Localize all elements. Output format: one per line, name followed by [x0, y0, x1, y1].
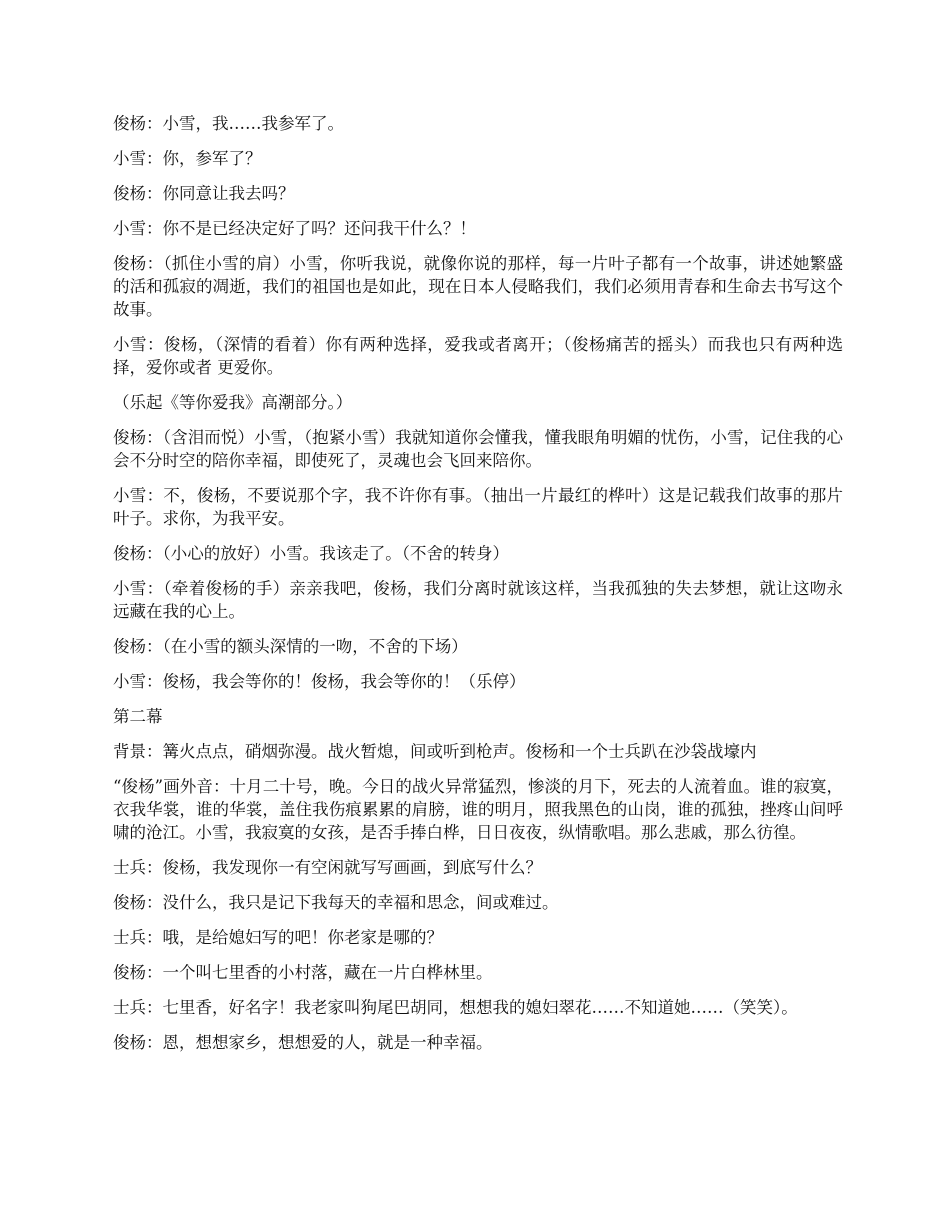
- dialogue-line: 小雪：你，参军了？: [113, 149, 262, 168]
- dialogue-line: 小雪：（牵着俊杨的手）亲亲我吧，俊杨，我们分离时就该这样，当我孤独的失去梦想，就让这吻永远藏在我的心上。: [113, 579, 843, 621]
- dialogue-line: 俊杨：（抓住小雪的肩）小雪，你听我说，就像你说的那样，每一片叶子都有一个故事，讲述她繁盛的活和孤寂的凋逝，我们的祖国也是如此，现在日本人侵略我们，我们必须用青春和生命去书写这个故事。: [113, 254, 843, 319]
- dialogue-line: 小雪：俊杨，（深情的看着）你有两种选择，爱我或者离开；（俊杨痛苦的摇头）而我也只有两种选择，爱你或者 更爱你。: [113, 335, 843, 377]
- dialogue-line: 小雪：不，俊杨，不要说那个字，我不许你有事。（抽出一片最红的桦叶）这是记载我们故事的那片叶子。求你，为我平安。: [113, 486, 843, 528]
- stage-direction: （乐起《等你爱我》高潮部分。）: [113, 393, 353, 412]
- script-body: [113, 112, 843, 1066]
- dialogue-line: 小雪：俊杨，我会等你的！俊杨，我会等你的！（乐停）: [113, 672, 526, 691]
- dialogue-line: 俊杨：（含泪而悦）小雪，（抱紧小雪）我就知道你会懂我，懂我眼角明媚的忧伤，小雪，记住我的心会不分时空的陪你幸福，即使死了，灵魂也会飞回来陪你。: [113, 428, 843, 470]
- dialogue-line: 士兵：俊杨，我发现你一有空闲就写写画画，到底写什么？: [113, 858, 542, 877]
- voice-over: “俊杨”画外音：十月二十号，晚。今日的战火异常猛烈，惨淡的月下，死去的人流着血。谁的寂寞，衣我华裳，谁的华裳，盖住我伤痕累累的肩膀，谁的明月，照我黑色的山岗，谁的孤独，挫疼山间呼啸的沧江。小雪，我寂寞的女孩，是否手捧白桦，日日夜夜，纵情歌唱。那么悲戚，那么彷徨。: [113, 777, 843, 842]
- dialogue-line: 俊杨：小雪，我……我参军了。: [113, 114, 344, 133]
- scene-background: 背景：篝火点点，硝烟弥漫。战火暂熄，间或听到枪声。俊杨和一个士兵趴在沙袋战壕内: [113, 742, 757, 761]
- dialogue-line: 俊杨：一个叫七里香的小村落，藏在一片白桦林里。: [113, 963, 493, 982]
- dialogue-line: 俊杨：你同意让我去吗？: [113, 184, 295, 203]
- dialogue-line: 俊杨：（小心的放好）小雪。我该走了。（不舍的转身）: [113, 544, 509, 563]
- dialogue-line: 小雪：你不是已经决定好了吗？还问我干什么？！: [113, 219, 476, 238]
- dialogue-line: 士兵：哦，是给媳妇写的吧！你老家是哪的？: [113, 928, 443, 947]
- dialogue-line: 俊杨：没什么，我只是记下我每天的幸福和思念，间或难过。: [113, 893, 559, 912]
- dialogue-line: 俊杨：（在小雪的额头深情的一吻，不舍的下场）: [113, 637, 468, 656]
- dialogue-line: 士兵：七里香，好名字！我老家叫狗尾巴胡同，想想我的媳妇翠花……不知道她……（笑笑）。: [113, 998, 798, 1017]
- act-heading: 第二幕: [113, 707, 163, 726]
- dialogue-line: 俊杨：恩，想想家乡，想想爱的人，就是一种幸福。: [113, 1033, 493, 1052]
